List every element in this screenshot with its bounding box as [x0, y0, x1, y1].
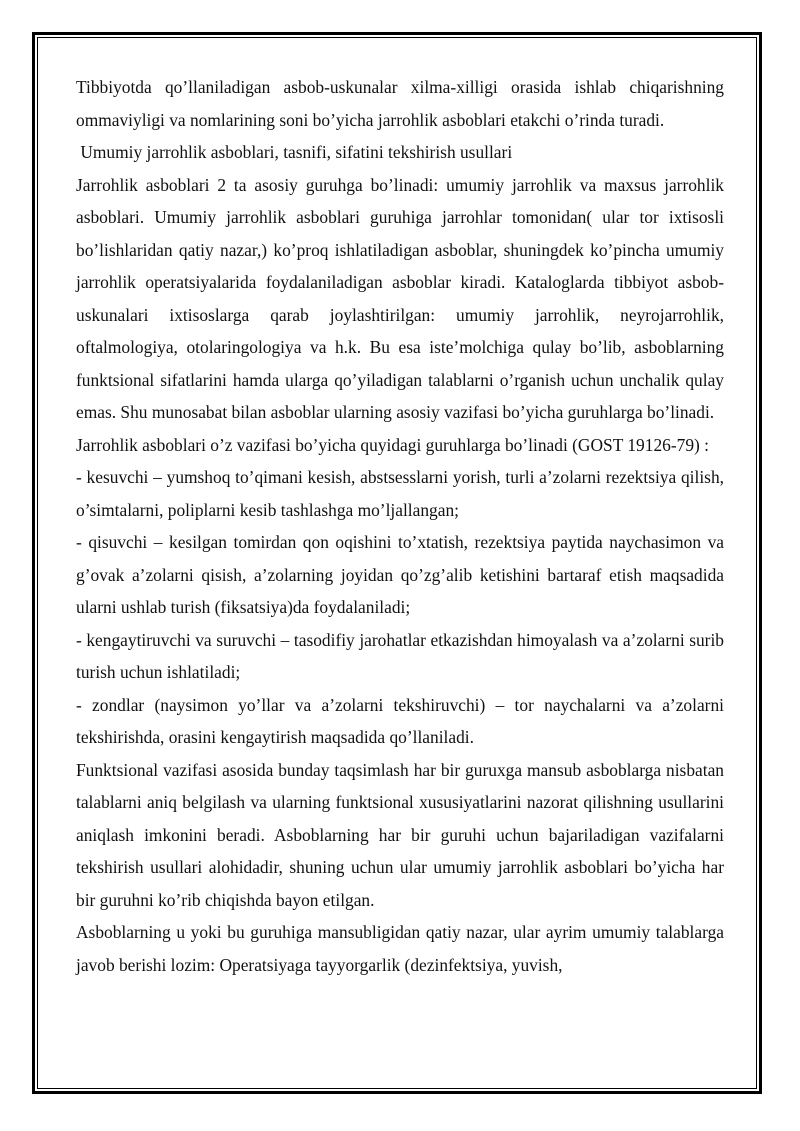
paragraph-groups-intro: Jarrohlik asboblari o’z vazifasi bo’yicha quyidagi guruhlarga bo’linadi (GOST 19126-79) : [76, 434, 709, 455]
document-body [76, 71, 724, 981]
paragraph-requirements: Asboblarning u yoki bu guruhiga mansubligidan qatiy nazar, ular ayrim umumiy talablarga javob berishi lozim: Operatsiyaga tayyorgarlik (dezinfektsiya, yuvish, [76, 922, 724, 975]
list-item-clamping: - qisuvchi – kesilgan tomirdan qon oqishini to’xtatish, rezektsiya paytida naychasimon va g’ovak a’zolarni qisish, a’zolarning joyidan qo’zg’alib ketishini bartaraf etish maqsadida ularni ushlab turish (fiksatsiya)da foydalaniladi; [76, 532, 724, 617]
paragraph-classification: Jarrohlik asboblari 2 ta asosiy guruhga bo’linadi: umumiy jarrohlik va maxsus jarrohlik asboblari. Umumiy jarrohlik asboblari guruhiga jarrohlar tomonidan( ular tor ixtisosli bo’lishlaridan qatiy nazar,) ko’proq ishlatiladigan asboblar, shuningdek ko’pincha umumiy jarrohlik operatsiyalarida foydalaniladigan asboblar kiradi. Kataloglarda tibbiyot asbob-uskunalari ixtisoslarga qarab joylashtirilgan: umumiy jarrohlik, neyrojarrohlik, oftalmologiya, otolaringologiya va h.k. Bu esa iste’molchiga qulay bo’lib, asboblarning funktsional sifatlarini hamda ularga qo’yiladigan talablarni o’rganish uchun unchalik qulay emas. Shu munosabat bilan asboblar ularning asosiy vazifasi bo’yicha guruhlarga bo’linadi. [76, 174, 724, 422]
paragraph-functional: Funktsional vazifasi asosida bunday taqsimlash har bir guruxga mansub asboblarga nisbatan talablarni aniq belgilash va ularning funktsional xususiyatlarini nazorat qilishning usullarini aniqlash imkonini beradi. Asboblarning har bir guruhi uchun bajariladigan vazifalarni tekshirish usullari alohidadir, shuning uchun ular umumiy jarrohlik asboblari bo’yicha har bir guruhni ko’rib chiqishda bayon etilgan. [76, 759, 724, 910]
list-item-probes: - zondlar (naysimon yo’llar va a’zolarni tekshiruvchi) – tor naychalarni va a’zolarni tekshirishda, orasini kengaytirish maqsadida qo’llaniladi. [76, 694, 724, 747]
list-item-cutting: - kesuvchi – yumshoq to’qimani kesish, abstsesslarni yorish, turli a’zolarni rezektsiya qilish, o’simtalarni, poliplarni kesib tashlashga mo’ljallangan; [76, 467, 724, 520]
paragraph-intro: Tibbiyotda qo’llaniladigan asbob-uskunalar xilma-xilligi orasida ishlab chiqarishning ommaviyligi va nomlarining soni bo’yicha jarrohlik asboblari etakchi o’rinda turadi. [76, 77, 724, 130]
list-item-retracting: - kengaytiruvchi va suruvchi – tasodifiy jarohatlar etkazishdan himoyalash va a’zolarni surib turish uchun ishlatiladi; [76, 629, 724, 682]
section-heading: Umumiy jarrohlik asboblari, tasnifi, sifatini tekshirish usullari [76, 142, 513, 162]
